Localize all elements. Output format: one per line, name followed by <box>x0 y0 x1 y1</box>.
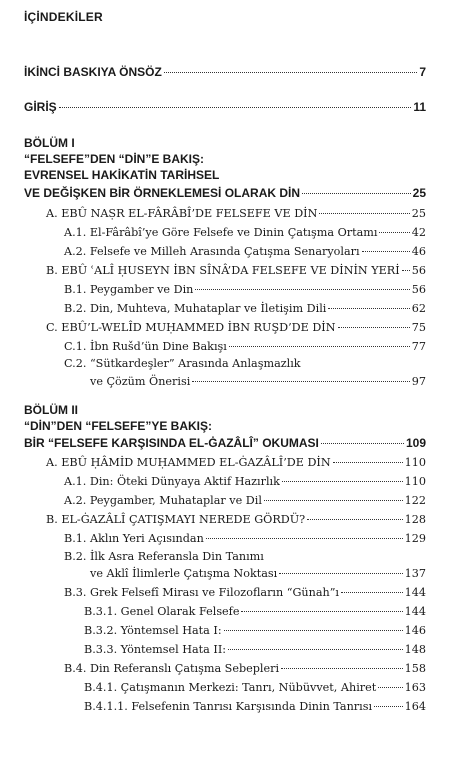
toc-entry[interactable] <box>84 680 426 696</box>
toc-entry-part-2[interactable] <box>24 435 426 451</box>
toc-entry-page: 77 <box>411 340 426 353</box>
toc-entry-page: 109 <box>405 436 426 450</box>
toc-entry[interactable] <box>46 455 426 471</box>
toc-entry[interactable] <box>64 585 426 601</box>
toc-entry-label: A.2. Peygamber, Muhataplar ve Dil <box>64 494 262 507</box>
toc-entry[interactable] <box>64 474 426 490</box>
toc-entry[interactable] <box>64 301 426 317</box>
toc-entry[interactable] <box>46 206 426 222</box>
toc-entry-label: C.1. İbn Rušd’ün Dine Bakışı <box>64 340 227 353</box>
toc-entry-page: 164 <box>404 700 426 713</box>
toc-entry-page: 128 <box>404 513 426 526</box>
toc-entry-label: B.2. Din, Muhteva, Muhataplar ve İletişim Dili <box>64 302 327 315</box>
dot-leader <box>264 500 403 501</box>
dot-leader <box>241 611 402 612</box>
dot-leader <box>379 232 409 233</box>
toc-entry-label: B. EBÛ ʿALÎ ḤUSEYN İBN SÎNÂ’DA FELSEFE VE DİNİN YERİ <box>46 264 400 277</box>
toc-entry-page: 42 <box>411 226 426 239</box>
dot-leader <box>279 573 402 574</box>
toc-entry-label: GİRİŞ <box>24 100 57 114</box>
toc-entry-part-1[interactable] <box>24 185 426 201</box>
toc-entry-page: 137 <box>404 567 426 580</box>
toc-entry[interactable] <box>84 699 426 715</box>
toc-entry-page: 97 <box>411 375 426 388</box>
toc-entry[interactable] <box>64 339 426 355</box>
toc-entry-label-line-1: C.2. “Sütkardeşler” Arasında Anlaşmazlık <box>64 357 301 370</box>
toc-entry-preface[interactable] <box>24 64 426 80</box>
toc-entry-label: B.4.1. Çatışmanın Merkezi: Tanrı, Nübüvvet, Ahiret <box>84 681 377 694</box>
toc-entry-label: ve Aklî İlimlerle Çatışma Noktası <box>90 567 278 580</box>
toc-entry[interactable] <box>64 661 426 677</box>
toc-entry[interactable] <box>46 512 426 528</box>
toc-entry[interactable] <box>84 642 426 658</box>
toc-entry-label: ve Çözüm Önerisi <box>90 375 191 388</box>
toc-entry-page: 25 <box>412 186 426 200</box>
toc-entry[interactable] <box>64 282 426 298</box>
dot-leader <box>341 592 403 593</box>
toc-entry-page: 129 <box>404 532 426 545</box>
toc-entry-page: 7 <box>419 65 426 79</box>
dot-leader <box>378 687 402 688</box>
dot-leader <box>192 381 409 382</box>
dot-leader <box>228 649 403 650</box>
part-2-label: BÖLÜM II <box>24 403 78 417</box>
part-2-title-line-1: “DİN”DEN “FELSEFE”YE BAKIŞ: <box>24 419 213 433</box>
toc-entry[interactable] <box>46 263 426 279</box>
dot-leader <box>302 193 411 194</box>
part-1-title-line-1: “FELSEFE”DEN “DİN”E BAKIŞ: <box>24 152 205 166</box>
page-title: İÇİNDEKİLER <box>24 10 103 24</box>
dot-leader <box>281 668 403 669</box>
dot-leader <box>224 630 403 631</box>
toc-entry-label: C. EBÛ’L-WELÎD MUḤAMMED İBN RUŞD’DE DİN <box>46 321 336 334</box>
toc-entry[interactable] <box>64 493 426 509</box>
toc-entry-page: 163 <box>404 681 426 694</box>
dot-leader <box>338 327 410 328</box>
dot-leader <box>328 308 409 309</box>
toc-entry-label: B.3.2. Yöntemsel Hata I: <box>84 624 222 637</box>
dot-leader <box>282 481 403 482</box>
dot-leader <box>206 538 403 539</box>
toc-entry-page: 46 <box>411 245 426 258</box>
dot-leader <box>333 462 403 463</box>
toc-entry-label: B.1. Aklın Yeri Açısından <box>64 532 204 545</box>
toc-entry-label: BİR “FELSEFE KARŞISINDA EL-ĠAZÂLÎ” OKUMASI <box>24 436 319 450</box>
dot-leader <box>319 213 409 214</box>
toc-entry-page: 122 <box>404 494 426 507</box>
dot-leader <box>59 107 412 108</box>
toc-entry-label: B.3.3. Yöntemsel Hata II: <box>84 643 227 656</box>
dot-leader <box>374 706 403 707</box>
part-1-label: BÖLÜM I <box>24 136 75 150</box>
toc-entry-page: 144 <box>404 586 426 599</box>
toc-entry-page: 62 <box>411 302 426 315</box>
toc-entry-label: İKİNCİ BASKIYA ÖNSÖZ <box>24 65 162 79</box>
part-1-title-line-2: EVRENSEL HAKİKATİN TARİHSEL <box>24 168 220 182</box>
toc-entry-label-line-1: B.2. İlk Asra Referansla Din Tanımı <box>64 550 264 563</box>
toc-entry-label: B.4.1.1. Felsefenin Tanrısı Karşısında Dinin Tanrısı <box>84 700 373 713</box>
dot-leader <box>362 251 410 252</box>
dot-leader <box>321 443 404 444</box>
toc-entry[interactable] <box>84 604 426 620</box>
dot-leader <box>307 519 402 520</box>
toc-entry-page: 56 <box>411 283 426 296</box>
toc-entry-label: A.1. Din: Öteki Dünyaya Aktif Hazırlık <box>64 475 280 488</box>
toc-entry-label: B.3.1. Genel Olarak Felsefe <box>84 605 240 618</box>
toc-entry-label: VE DEĞİŞKEN BİR ÖRNEKLEMESİ OLARAK DİN <box>24 186 301 200</box>
toc-entry[interactable] <box>84 623 426 639</box>
toc-entry[interactable] <box>90 566 426 582</box>
toc-entry-page: 75 <box>411 321 426 334</box>
toc-entry[interactable] <box>64 244 426 260</box>
dot-leader <box>229 346 410 347</box>
toc-entry-label: B.4. Din Referanslı Çatışma Sebepleri <box>64 662 280 675</box>
dot-leader <box>402 270 410 271</box>
toc-entry-page: 158 <box>404 662 426 675</box>
toc-entry[interactable] <box>46 320 426 336</box>
toc-entry-page: 146 <box>404 624 426 637</box>
dot-leader <box>164 72 418 73</box>
toc-entry-page: 148 <box>404 643 426 656</box>
toc-entry-page: 110 <box>404 475 426 488</box>
toc-entry[interactable] <box>64 531 426 547</box>
toc-entry-page: 25 <box>411 207 426 220</box>
toc-entry-label: B. EL-ĠAZÂLÎ ÇATIŞMAYI NEREDE GÖRDÜ? <box>46 513 306 526</box>
toc-entry-page: 110 <box>404 456 426 469</box>
toc-entry-page: 11 <box>413 100 426 114</box>
toc-entry[interactable] <box>64 225 426 241</box>
toc-entry-label: A.1. El-Fârâbî’ye Göre Felsefe ve Dinin Çatışma Ortamı <box>64 226 378 239</box>
toc-entry-label: A. EBÛ NAṢR EL-FÂRÂBÎ’DE FELSEFE VE DİN <box>46 207 318 220</box>
toc-entry-page: 144 <box>404 605 426 618</box>
toc-entry-label: B.1. Peygamber ve Din <box>64 283 194 296</box>
dot-leader <box>195 289 409 290</box>
toc-entry-page: 56 <box>411 264 426 277</box>
toc-entry-label: A. EBÛ ḤÂMİD MUḤAMMED EL-ĠAZÂLÎ’DE DİN <box>46 456 331 469</box>
toc-entry-introduction[interactable] <box>24 99 426 115</box>
toc-entry[interactable] <box>90 374 426 390</box>
toc-entry-label: B.3. Grek Felsefî Mirası ve Filozofların “Günah”ı <box>64 586 339 599</box>
toc-entry-label: A.2. Felsefe ve Milleh Arasında Çatışma Senaryoları <box>64 245 360 258</box>
